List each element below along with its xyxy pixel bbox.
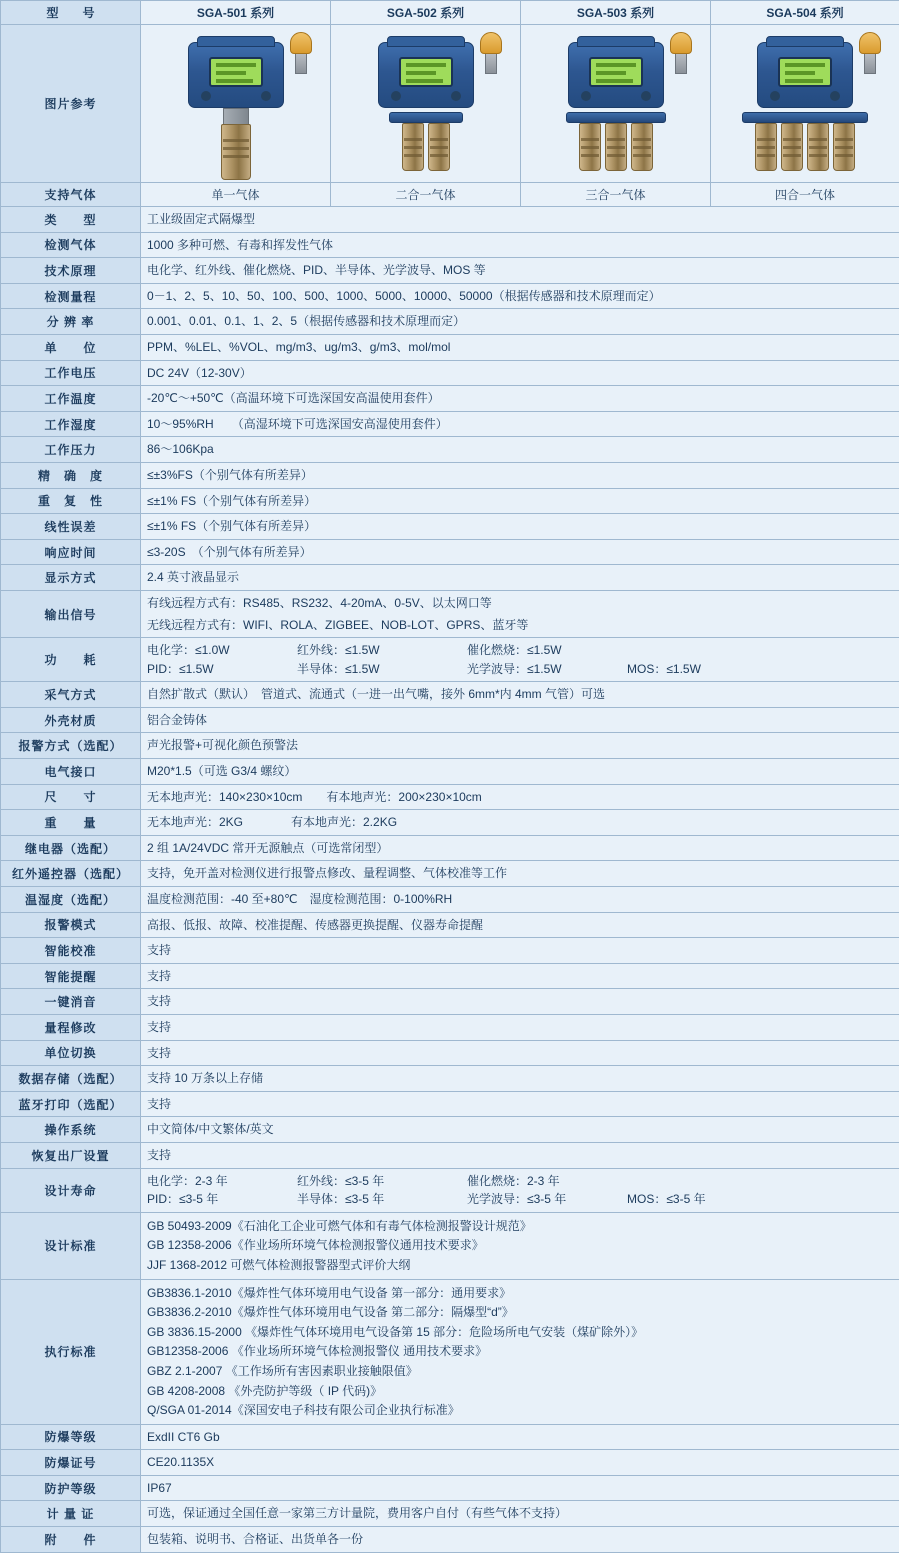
row-value-weight: 无本地声光：2KG 有本地声光：2.2KG (141, 810, 899, 836)
table-row (1, 258, 899, 284)
lifetime-optical-waveguide: 光学波导：≤3-5 年 (467, 1190, 627, 1209)
detector-illustration-501 (152, 30, 320, 178)
row-value-unit: PPM、%LEL、%VOL、mg/m3、ug/m3、g/m3、mol/mol (141, 334, 899, 360)
alarm-lamp-icon (480, 32, 502, 72)
row-value-design-standard (141, 1212, 899, 1279)
table-row (1, 1501, 899, 1527)
row-label-bluetooth-print-option: 蓝牙打印（选配） (1, 1091, 141, 1117)
row-label-one-key-mute: 一键消音 (1, 989, 141, 1015)
row-label-display: 显示方式 (1, 565, 141, 591)
sensor-group (755, 123, 855, 171)
row-label-image-reference: 图片参考 (1, 25, 141, 183)
row-label-voltage: 工作电压 (1, 360, 141, 386)
table-row-power (1, 638, 899, 682)
row-value-ex-rating: ExdII CT6 Gb (141, 1424, 899, 1450)
table-row (1, 989, 899, 1015)
power-pid: PID：≤1.5W (147, 660, 297, 679)
model-sga504: SGA-504 系列 (711, 1, 899, 25)
row-value-metrology-certificate: 可选，保证通过全国任意一家第三方计量院，费用客户自付（有些气体不支持） (141, 1501, 899, 1527)
product-image-sga504 (711, 25, 899, 183)
row-label-weight: 重 量 (1, 810, 141, 836)
table-row (1, 565, 899, 591)
alarm-lamp-icon (859, 32, 881, 72)
row-label-technology: 技术原理 (1, 258, 141, 284)
row-label-ex-certificate: 防爆证号 (1, 1450, 141, 1476)
output-signal-wireless: 无线远程方式有：WIFI、ROLA、ZIGBEE、NOB-LOT、GPRS、蓝牙等 (147, 616, 893, 635)
table-row (1, 539, 899, 565)
detector-housing (378, 42, 474, 108)
row-value-accuracy: ≤±3%FS（个别气体有所差异） (141, 462, 899, 488)
detector-housing (568, 42, 664, 108)
power-optical-waveguide: 光学波导：≤1.5W (467, 660, 627, 679)
detector-housing (757, 42, 853, 108)
gas-support-501: 单一气体 (141, 183, 331, 207)
exec-standard-item: GB3836.1-2010《爆炸性气体环境用电气设备 第一部分：通用要求》 (147, 1284, 893, 1303)
row-value-operating-system: 中文简体/中文繁体/英文 (141, 1117, 899, 1143)
table-row (1, 1040, 899, 1066)
row-value-bluetooth-print-option: 支持 (141, 1091, 899, 1117)
row-label-temperature: 工作温度 (1, 386, 141, 412)
sensor-probe (221, 124, 251, 180)
row-label-response-time: 响应时间 (1, 539, 141, 565)
row-label-metrology-certificate: 计 量 证 (1, 1501, 141, 1527)
row-value-power (141, 638, 899, 682)
row-value-alarm-mode-option: 声光报警+可视化颜色预警法 (141, 733, 899, 759)
row-value-temperature: -20℃～+50℃（高温环境下可选深国安高温使用套件） (141, 386, 899, 412)
cable-gland-left (770, 91, 780, 101)
table-row (1, 810, 899, 836)
row-label-pressure: 工作压力 (1, 437, 141, 463)
power-line-2 (147, 660, 893, 679)
row-value-smart-reminder: 支持 (141, 963, 899, 989)
lifetime-pid: PID：≤3-5 年 (147, 1190, 297, 1209)
row-label-data-storage-option: 数据存储（选配） (1, 1066, 141, 1092)
table-row (1, 1424, 899, 1450)
row-label-design-standard: 设计标准 (1, 1212, 141, 1279)
power-electrochemical: 电化学：≤1.0W (147, 641, 297, 660)
gas-support-502: 二合一气体 (331, 183, 521, 207)
cable-gland-right (641, 91, 651, 101)
table-row (1, 1091, 899, 1117)
power-mos: MOS：≤1.5W (627, 660, 701, 679)
row-value-range-modification: 支持 (141, 1015, 899, 1041)
exec-standard-item: GB12358-2006 《作业场所环境气体检测报警仪 通用技术要求》 (147, 1342, 893, 1361)
design-standard-item: GB 50493-2009《石油化工企业可燃气体和有毒气体检测报警设计规范》 (147, 1217, 893, 1236)
row-label-relay-option: 继电器（选配） (1, 835, 141, 861)
row-value-pressure: 86～106Kpa (141, 437, 899, 463)
exec-standard-item: GBZ 2.1-2007 《工作场所有害因素职业接触限值》 (147, 1362, 893, 1381)
row-value-alarm-modes: 高报、低报、故障、校准提醒、传感器更换提醒、仪器寿命提醒 (141, 912, 899, 938)
row-label-alarm-modes: 报警模式 (1, 912, 141, 938)
row-label-operating-system: 操作系统 (1, 1117, 141, 1143)
table-row (1, 1117, 899, 1143)
row-value-voltage: DC 24V（12-30V） (141, 360, 899, 386)
product-image-sga501 (141, 25, 331, 183)
table-row (1, 1450, 899, 1476)
sensor-probe (755, 123, 777, 171)
product-image-sga502 (331, 25, 521, 183)
cable-gland-right (451, 91, 461, 101)
model-sga502: SGA-502 系列 (331, 1, 521, 25)
product-image-sga503 (521, 25, 711, 183)
row-value-resolution: 0.001、0.01、0.1、1、2、5（根据传感器和技术原理而定） (141, 309, 899, 335)
row-value-design-lifetime (141, 1168, 899, 1212)
sensor-probe (781, 123, 803, 171)
power-catalytic: 催化燃烧：≤1.5W (467, 641, 562, 660)
row-value-repeatability: ≤±1% FS（个别气体有所差异） (141, 488, 899, 514)
row-label-repeatability: 重 复 性 (1, 488, 141, 514)
exec-standard-item: GB 3836.15-2000 《爆炸性气体环境用电气设备第 15 部分：危险场所电气安装（煤矿除外）》 (147, 1323, 893, 1342)
row-value-remote-control-option: 支持，免开盖对检测仪进行报警点修改、量程调整、气体校准等工作 (141, 861, 899, 887)
row-value-ip-rating: IP67 (141, 1475, 899, 1501)
detector-illustration-503 (532, 30, 700, 178)
row-label-power: 功 耗 (1, 638, 141, 682)
row-label-electrical-interface: 电气接口 (1, 759, 141, 785)
table-row (1, 835, 899, 861)
row-value-display: 2.4 英寸液晶显示 (141, 565, 899, 591)
row-label-smart-calibration: 智能校准 (1, 938, 141, 964)
row-value-unit-switch: 支持 (141, 1040, 899, 1066)
row-value-range: 0－1、2、5、10、50、100、500、1000、5000、10000、50000（根据传感器和技术原理而定） (141, 283, 899, 309)
row-label-range-modification: 量程修改 (1, 1015, 141, 1041)
row-value-exec-standard (141, 1279, 899, 1424)
cable-gland-right (830, 91, 840, 101)
table-row (1, 887, 899, 913)
table-row (1, 411, 899, 437)
design-standard-item: JJF 1368-2012 可燃气体检测报警器型式评价大纲 (147, 1256, 893, 1275)
sensor-group (402, 123, 450, 171)
row-label-gas-support: 支持气体 (1, 183, 141, 207)
row-label-housing-material: 外壳材质 (1, 707, 141, 733)
lifetime-electrochemical: 电化学：2-3 年 (147, 1172, 297, 1191)
row-label-factory-reset: 恢复出厂设置 (1, 1142, 141, 1168)
row-label-type: 类 型 (1, 207, 141, 233)
row-value-humidity: 10～95%RH （高湿环境下可选深国安高湿使用套件） (141, 411, 899, 437)
model-sga503: SGA-503 系列 (521, 1, 711, 25)
row-label-ex-rating: 防爆等级 (1, 1424, 141, 1450)
row-label-smart-reminder: 智能提醒 (1, 963, 141, 989)
table-row (1, 1015, 899, 1041)
row-value-detected-gas: 1000 多种可燃、有毒和挥发性气体 (141, 232, 899, 258)
design-standard-item: GB 12358-2006《作业场所环境气体检测报警仪通用技术要求》 (147, 1236, 893, 1255)
lifetime-catalytic: 催化燃烧：2-3 年 (467, 1172, 560, 1191)
row-label-detected-gas: 检测气体 (1, 232, 141, 258)
row-value-technology: 电化学、红外线、催化燃烧、PID、半导体、光学波导、MOS 等 (141, 258, 899, 284)
manifold-bar (389, 112, 463, 123)
sensor-probe (402, 123, 424, 171)
row-label-exec-standard: 执行标准 (1, 1279, 141, 1424)
table-row (1, 938, 899, 964)
table-row (1, 232, 899, 258)
lcd-screen (778, 57, 832, 87)
cable-gland-left (391, 91, 401, 101)
exec-standard-item: GB 4208-2008 《外壳防护等级（ IP 代码)》 (147, 1382, 893, 1401)
power-line-1 (147, 641, 893, 660)
row-label-ip-rating: 防护等级 (1, 1475, 141, 1501)
table-row (1, 1475, 899, 1501)
row-label-unit-switch: 单位切换 (1, 1040, 141, 1066)
lifetime-line-2 (147, 1190, 893, 1209)
sensor-probe (631, 123, 653, 171)
row-label-unit: 单 位 (1, 334, 141, 360)
table-row (1, 462, 899, 488)
row-value-electrical-interface: M20*1.5（可选 G3/4 螺纹） (141, 759, 899, 785)
alarm-lamp-icon (670, 32, 692, 72)
row-label-dimensions: 尺 寸 (1, 784, 141, 810)
table-row (1, 912, 899, 938)
table-row-output-signal (1, 590, 899, 637)
table-row (1, 1527, 899, 1553)
table-row-design-standard (1, 1212, 899, 1279)
lcd-screen (209, 57, 263, 87)
table-row (1, 334, 899, 360)
table-row (1, 707, 899, 733)
row-label-range: 检测量程 (1, 283, 141, 309)
gas-support-503: 三合一气体 (521, 183, 711, 207)
row-label-sampling: 采气方式 (1, 682, 141, 708)
lcd-screen (589, 57, 643, 87)
table-row (1, 682, 899, 708)
cable-gland-left (201, 91, 211, 101)
table-row (1, 386, 899, 412)
row-value-output-signal (141, 590, 899, 637)
detector-illustration-502 (342, 30, 510, 178)
row-value-temp-humidity-option: 温度检测范围：-40 至+80℃ 湿度检测范围：0-100%RH (141, 887, 899, 913)
table-row (1, 514, 899, 540)
row-value-one-key-mute: 支持 (141, 989, 899, 1015)
table-row (1, 759, 899, 785)
row-value-housing-material: 铝合金铸体 (141, 707, 899, 733)
row-value-accessories: 包装箱、说明书、合格证、出货单各一份 (141, 1527, 899, 1553)
table-row (1, 784, 899, 810)
alarm-lamp-icon (290, 32, 312, 72)
table-row-images (1, 25, 899, 183)
row-value-type: 工业级固定式隔爆型 (141, 207, 899, 233)
row-label-design-lifetime: 设计寿命 (1, 1168, 141, 1212)
row-label-accessories: 附 件 (1, 1527, 141, 1553)
table-row-gas-support (1, 183, 899, 207)
power-infrared: 红外线：≤1.5W (297, 641, 467, 660)
row-label-humidity: 工作湿度 (1, 411, 141, 437)
row-label-model: 型 号 (1, 1, 141, 25)
lifetime-semiconductor: 半导体：≤3-5 年 (297, 1190, 467, 1209)
row-label-temp-humidity-option: 温湿度（选配） (1, 887, 141, 913)
lifetime-infrared: 红外线：≤3-5 年 (297, 1172, 467, 1191)
table-row-model (1, 1, 899, 25)
lifetime-line-1 (147, 1172, 893, 1191)
table-row (1, 283, 899, 309)
row-value-relay-option: 2 组 1A/24VDC 常开无源触点（可选常闭型） (141, 835, 899, 861)
row-label-accuracy: 精 确 度 (1, 462, 141, 488)
row-label-linearity: 线性误差 (1, 514, 141, 540)
sensor-group (579, 123, 653, 171)
row-value-ex-certificate: CE20.1135X (141, 1450, 899, 1476)
sensor-probe (807, 123, 829, 171)
row-label-output-signal: 输出信号 (1, 590, 141, 637)
table-row (1, 861, 899, 887)
table-row (1, 207, 899, 233)
lifetime-mos: MOS：≤3-5 年 (627, 1190, 706, 1209)
table-row (1, 488, 899, 514)
sensor-probe (833, 123, 855, 171)
table-row (1, 360, 899, 386)
gas-support-504: 四合一气体 (711, 183, 899, 207)
row-value-linearity: ≤±1% FS（个别气体有所差异） (141, 514, 899, 540)
manifold-bar (566, 112, 666, 123)
exec-standard-item: GB3836.2-2010《爆炸性气体环境用电气设备 第二部分：隔爆型“d”》 (147, 1303, 893, 1322)
table-row (1, 1142, 899, 1168)
sensor-group (221, 124, 251, 180)
row-label-alarm-mode-option: 报警方式（选配） (1, 733, 141, 759)
table-row (1, 733, 899, 759)
row-value-smart-calibration: 支持 (141, 938, 899, 964)
lcd-screen (399, 57, 453, 87)
sensor-probe (605, 123, 627, 171)
sensor-probe (428, 123, 450, 171)
power-semiconductor: 半导体：≤1.5W (297, 660, 467, 679)
table-row (1, 309, 899, 335)
exec-standard-item: Q/SGA 01-2014《深国安电子科技有限公司企业执行标准》 (147, 1401, 893, 1420)
table-row-exec-standard (1, 1279, 899, 1424)
output-signal-wired: 有线远程方式有：RS485、RS232、4-20mA、0-5V、以太网口等 (147, 594, 893, 613)
cable-gland-left (581, 91, 591, 101)
model-sga501: SGA-501 系列 (141, 1, 331, 25)
row-label-remote-control-option: 红外遥控器（选配） (1, 861, 141, 887)
row-value-data-storage-option: 支持 10 万条以上存储 (141, 1066, 899, 1092)
detector-housing (188, 42, 284, 108)
row-value-sampling: 自然扩散式（默认） 管道式、流通式（一进一出气嘴，接外 6mm*内 4mm 气管）可选 (141, 682, 899, 708)
cable-gland-right (261, 91, 271, 101)
row-value-dimensions: 无本地声光：140×230×10cm 有本地声光：200×230×10cm (141, 784, 899, 810)
sensor-probe (579, 123, 601, 171)
table-row (1, 1066, 899, 1092)
manifold-bar (742, 112, 868, 123)
table-row (1, 437, 899, 463)
row-value-factory-reset: 支持 (141, 1142, 899, 1168)
detector-illustration-504 (721, 30, 889, 178)
table-row (1, 963, 899, 989)
row-label-resolution: 分 辨 率 (1, 309, 141, 335)
row-value-response-time: ≤3-20S （个别气体有所差异） (141, 539, 899, 565)
table-row-lifetime (1, 1168, 899, 1212)
